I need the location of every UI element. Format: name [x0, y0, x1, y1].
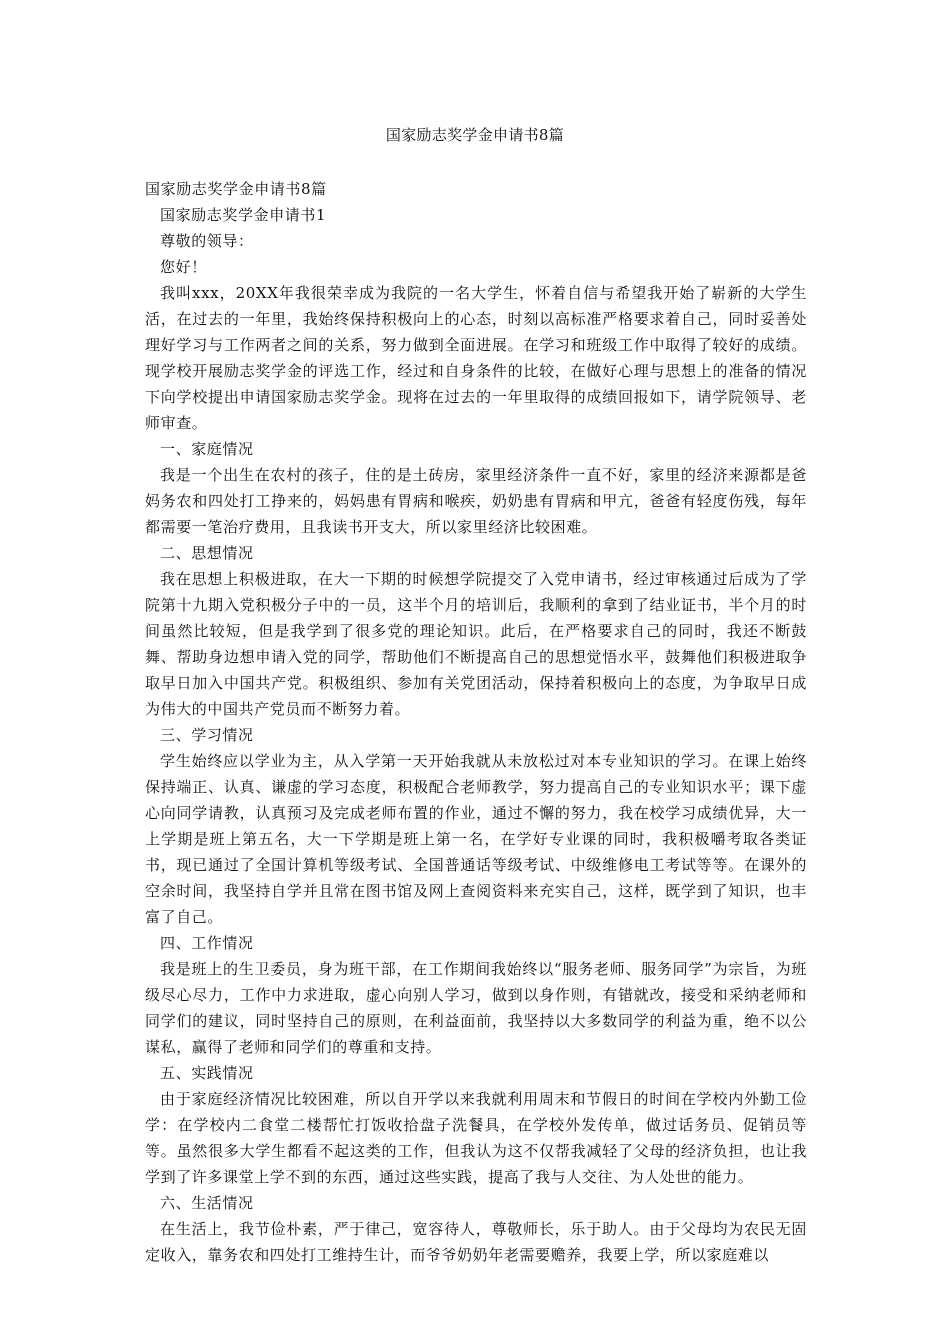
- greeting: 您好！: [160, 258, 207, 276]
- section-heading: 六、生活情况: [160, 1194, 254, 1212]
- section-heading: 三、学习情况: [160, 726, 254, 744]
- section-heading: 一、家庭情况: [160, 440, 254, 458]
- intro-paragraph: 我叫xxx，20XX年我很荣幸成为我院的一名大学生，怀着自信与希望我开始了崭新的大学生活，在过去的一年里，我始终保持积极向上的心态，时刻以高标准严格要求着自己，同时妥善处理好学习与工作两者之间的关系，努力做到全面进展。在学习和班级工作中取得了较好的成绩。现学校开展励志奖学金的评选工作，经过和自身条件的比较，在做好心理与思想上的准备的情况下向学校提出申请国家励志奖学金。现将在过去的一年里取得的成绩回报如下，请学院领导、老师审查。: [145, 284, 807, 432]
- document-body: [145, 176, 807, 1268]
- section-heading: 五、实践情况: [160, 1064, 254, 1082]
- section-paragraph: 我在思想上积极进取，在大一下期的时候想学院提交了入党申请书，经过审核通过后成为了学院第十九期入党积极分子中的一员，这半个月的培训后，我顺利的拿到了结业证书，半个月的时间虽然比较短，但是我学到了很多党的理论知识。此后，在严格要求自己的同时，我还不断鼓舞、帮助身边想申请入党的同学，帮助他们不断提高自己的思想觉悟水平，鼓舞他们积极进取争取早日加入中国共产党。积极组织、参加有关党团活动，保持着积极向上的态度，为争取早日成为伟大的中国共产党员而不断努力着。: [145, 570, 807, 718]
- letter-title: 国家励志奖学金申请书1: [160, 206, 327, 224]
- section-heading: 四、工作情况: [160, 934, 254, 952]
- page-title: 国家励志奖学金申请书8篇: [385, 126, 565, 144]
- section-heading: 二、思想情况: [160, 544, 254, 562]
- document-subtitle: 国家励志奖学金申请书8篇: [145, 180, 327, 198]
- salutation: 尊敬的领导：: [160, 232, 254, 250]
- section-paragraph: 由于家庭经济情况比较困难，所以自开学以来我就利用周末和节假日的时间在学校内外勤工俭学：在学校内二食堂二楼帮忙打饭收拾盘子洗餐具，在学校外发传单，做过话务员、促销员等等。虽然很多大学生都看不起这类的工作，但我认为这不仅帮我减轻了父母的经济负担，也让我学到了许多课堂上学不到的东西，通过这些实践，提高了我与人交往、为人处世的能力。: [145, 1090, 807, 1186]
- section-paragraph: 我是一个出生在农村的孩子，住的是土砖房，家里经济条件一直不好，家里的经济来源都是爸妈务农和四处打工挣来的，妈妈患有胃病和喉疾，奶奶患有胃病和甲亢，爸爸有轻度伤残，每年都需要一笔治疗费用，且我读书开支大，所以家里经济比较困难。: [145, 466, 807, 536]
- section-paragraph: 学生始终应以学业为主，从入学第一天开始我就从未放松过对本专业知识的学习。在课上始终保持端正、认真、谦虚的学习态度，积极配合老师教学，努力提高自己的专业知识水平；课下虚心向同学请教，认真预习及完成老师布置的作业，通过不懈的努力，我在校学习成绩优异，大一上学期是班上第五名，大一下学期是班上第一名，在学好专业课的同时，我积极嚼考取各类证书，现已通过了全国计算机等级考试、全国普通话等级考试、中级维修电工考试等等。在课外的空余时间，我坚持自学并且常在图书馆及网上查阅资料来充实自己，这样，既学到了知识，也丰富了自己。: [145, 752, 807, 926]
- section-paragraph: 我是班上的生卫委员，身为班干部，在工作期间我始终以“服务老师、服务同学”为宗旨，为班级尽心尽力，工作中力求进取，虚心向别人学习，做到以身作则，有错就改，接受和采纳老师和同学们的建议，同时坚持自己的原则，在利益面前，我坚持以大多数同学的利益为重，绝不以公谋私，赢得了老师和同学们的尊重和支持。: [145, 960, 807, 1056]
- section-paragraph: 在生活上，我节俭朴素，严于律己，宽容待人，尊敬师长，乐于助人。由于父母均为农民无固定收入，靠务农和四处打工维持生计，而爷爷奶奶年老需要赡养，我要上学，所以家庭难以: [145, 1220, 807, 1264]
